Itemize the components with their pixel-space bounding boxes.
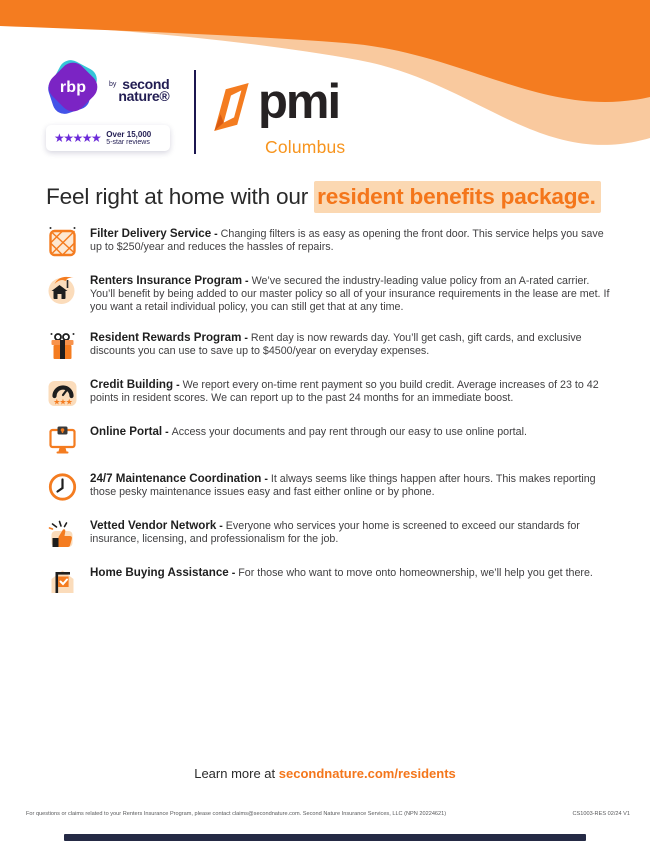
footer: [26, 811, 630, 817]
benefit-resident-rewards: Resident Rewards Program - Rent day is now rewards day. You’ll get cash, gift cards, and exclusive discounts you can use to save up to $4500/year on everyday expenses.: [46, 331, 618, 362]
gift-icon: [46, 330, 79, 362]
footer-doc-code: CS1003-RES 02/24 V1: [572, 811, 630, 817]
benefit-home-buying: Home Buying Assistance - For those who want to move onto homeownership, we’ll help you get there.: [46, 566, 618, 597]
benefit-maintenance: 24/7 Maintenance Coordination - It always seems like things happen after hours. This makes reporting those pesky maintenance issues easy and fast either online or by phone.: [46, 472, 618, 503]
benefit-online-portal: Online Portal - Access your documents and pay rent through our easy to use online portal.: [46, 425, 618, 456]
benefit-description: For those who want to move onto homeownership, we’ll help you get there.: [238, 566, 593, 579]
reviews-count: Over 15,000: [106, 130, 152, 139]
pmi-location: Columbus: [265, 137, 346, 157]
benefit-description: Access your documents and pay rent through our easy to use online portal.: [171, 425, 527, 438]
benefit-description: Rent day is now rewards day. You’ll get cash, gift cards, and exclusive discounts you can use to save up to $4500/year on everyday expenses.: [90, 331, 582, 357]
rbp-logo-text: rbp: [59, 79, 87, 96]
benefit-description: We report every on-time rent payment so you build credit. Average increases of 23 to 42 points in resident scores. We can report up to the past 24 months for an immediate boost.: [90, 378, 599, 404]
clock-icon: [46, 471, 79, 503]
bottom-bar: [64, 834, 586, 841]
five-stars-icon: ★★★★★: [54, 131, 101, 145]
pmi-mark-icon: [213, 82, 251, 132]
learn-more-prefix: Learn more at: [194, 766, 279, 781]
reviews-badge: [46, 125, 170, 151]
footer-disclaimer: For questions or claims related to your Renters Insurance Program, please contact claims@secondnature.com. Second Nature Insurance Services, LLC (NPN 20224621): [26, 811, 447, 817]
svg-text:★★★: ★★★: [53, 397, 72, 407]
house-check-icon: [46, 565, 79, 597]
logo-divider: [194, 70, 196, 154]
second-nature-wordmark: by second nature®: [109, 76, 170, 104]
benefit-description: Changing filters is as easy as opening the front door. This service helps you save up to $250/year and reduces the hassles of repairs.: [90, 228, 604, 254]
reviews-caption: 5-star reviews: [106, 139, 150, 146]
benefit-vendor-network: Vetted Vendor Network - Everyone who services your home is screened to exceed our standards for insurance, licensing, and professionalism for the job.: [46, 519, 618, 550]
pmi-logo: [213, 75, 346, 158]
logo-row: [46, 60, 345, 158]
learn-more-link[interactable]: secondnature.com/residents: [278, 766, 456, 781]
thumbs-up-icon: [46, 518, 79, 550]
pmi-wordmark: pmi: [258, 75, 340, 129]
benefit-description: It always seems like things happen after hours. This makes reporting those pesky maintenance issues easy and fast either online or by phone.: [90, 472, 596, 498]
filter-icon: [46, 226, 79, 258]
gauge-icon: [46, 377, 79, 409]
benefit-renters-insurance: Renters Insurance Program - We’ve secured the industry-leading value policy from an A-rated carrier. You’ll benefit by being added to our master policy so all of your insurance requirements in the lease are met. If you want a retail individual policy, you can still get that at any time.: [46, 274, 618, 315]
benefit-filter-delivery: Filter Delivery Service - Changing filters is as easy as opening the front door. This service helps you save up to $250/year and reduces the hassles of repairs.: [46, 227, 618, 258]
benefit-credit-building: ★★★ Credit Building - We report every on-time rent payment so you build credit. Average increases of 23 to 42 points in resident scores. We can report up to the past 24 months for an immediate boost.: [46, 378, 618, 409]
benefit-description: Everyone who services your home is screened to exceed our standards for insurance, licensing, and professionalism for the job.: [90, 519, 580, 545]
umbrella-house-icon: [46, 273, 79, 305]
benefit-description: We’ve secured the industry-leading value policy from an A-rated carrier. You’ll benefit by being added to our master policy so all of your insurance requirements in the lease are met. If you want a retail individual policy, you can still get that at any time.: [90, 275, 610, 314]
rbp-logo: [46, 60, 100, 116]
brand-line-1: second: [122, 76, 170, 92]
monitor-lock-icon: [46, 424, 79, 456]
title-highlight: resident benefits package.: [314, 181, 601, 213]
page-title: [46, 184, 601, 210]
brand-line-2: nature®: [118, 88, 170, 104]
learn-more: [0, 766, 650, 781]
benefits-list: [46, 227, 618, 613]
title-prefix: Feel right at home with our: [46, 184, 315, 209]
